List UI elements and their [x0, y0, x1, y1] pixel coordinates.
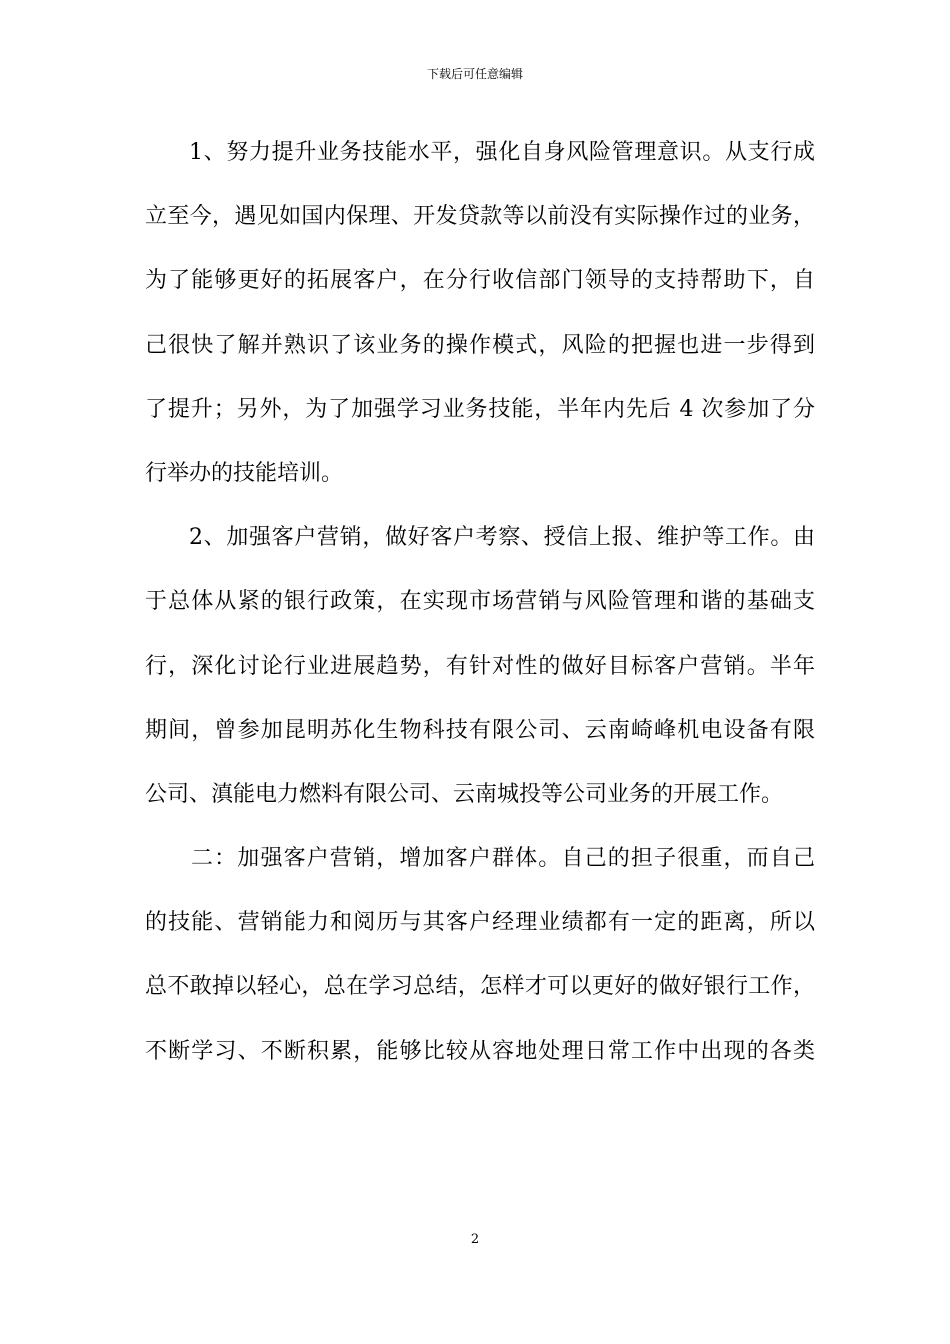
- paragraph-3-line-1: 二：加强客户营销，增加客户群体。自己的担子很重，而自己: [191, 846, 815, 872]
- paragraph-3-line-2: 的技能、营销能力和阅历与其客户经理业绩都有一定的距离，所以: [145, 910, 815, 936]
- paragraph-1-line-1: 1、努力提升业务技能水平，强化自身风险管理意识。从支行成: [189, 140, 815, 165]
- paragraph-3-line-3: 总不敢掉以轻心，总在学习总结，怎样才可以更好的做好银行工作，: [145, 974, 815, 1000]
- paragraph-2-line-2: 于总体从紧的银行政策，在实现市场营销与风险管理和谐的基础支: [145, 589, 815, 615]
- paragraph-1-line-4: 己很快了解并熟识了该业务的操作模式，风险的把握也进一步得到: [145, 332, 815, 358]
- page-number: 2: [470, 1232, 480, 1247]
- paragraph-2-line-4: 期间，曾参加昆明苏化生物科技有限公司、云南崎峰机电设备有限: [145, 717, 815, 743]
- document-body: [145, 128, 815, 1091]
- page-header: 下载后可任意编辑: [426, 67, 523, 81]
- paragraph-1-line-6: 行举办的技能培训。: [145, 460, 344, 486]
- paragraph-1-line-3: 为了能够更好的拓展客户，在分行收信部门领导的支持帮助下，自: [145, 268, 815, 294]
- paragraph-2-line-1: 2、加强客户营销，做好客户考察、授信上报、维护等工作。由: [189, 525, 815, 551]
- paragraph-1-line-5: 了提升；另外，为了加强学习业务技能，半年内先后 4 次参加了分: [145, 396, 815, 422]
- paragraph-2-line-3: 行，深化讨论行业进展趋势，有针对性的做好目标客户营销。半年: [145, 653, 815, 679]
- paragraph-2-line-5: 公司、滇能电力燃料有限公司、云南城投等公司业务的开展工作。: [145, 781, 784, 807]
- paragraph-3-line-4: 不断学习、不断积累，能够比较从容地处理日常工作中出现的各类: [145, 1038, 815, 1064]
- paragraph-1-line-2: 立至今，遇见如国内保理、开发贷款等以前没有实际操作过的业务，: [145, 204, 815, 230]
